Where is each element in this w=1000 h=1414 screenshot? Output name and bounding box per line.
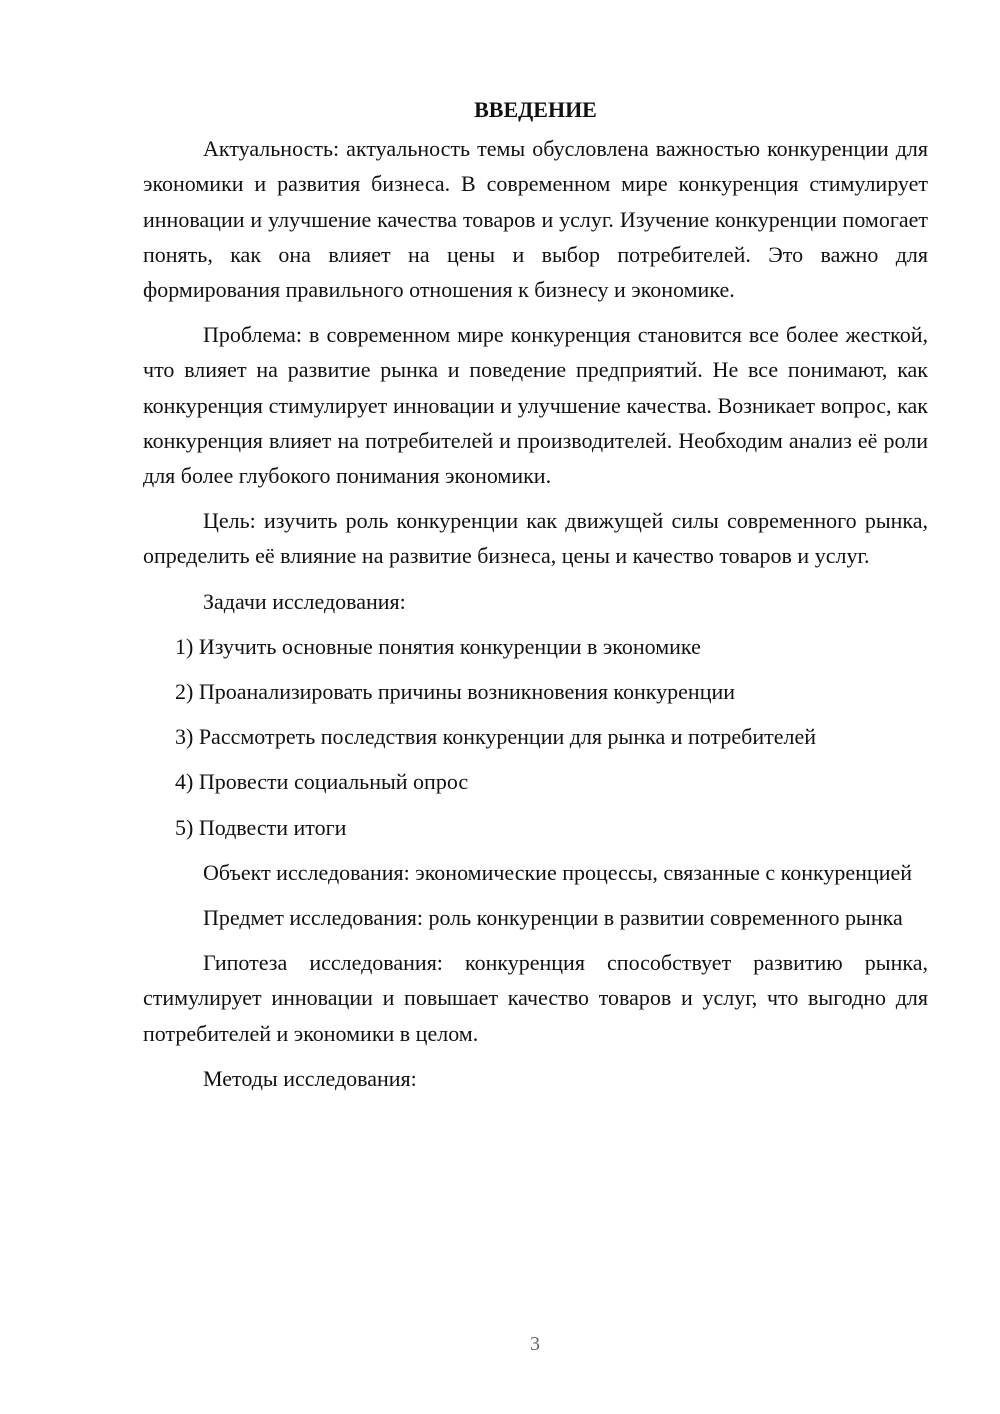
list-item: 5) Подвести итоги <box>175 814 347 840</box>
page-content <box>143 92 928 1106</box>
section-title: ВВЕДЕНИЕ <box>474 97 597 122</box>
list-item: 1) Изучить основные понятия конкуренции в экономике <box>175 633 701 659</box>
list-item: 2) Проанализировать причины возникновения конкуренции <box>175 679 736 705</box>
paragraph-subject: Предмет исследования: роль конкуренции в развитии современного рынка <box>203 905 903 931</box>
paragraph-problem: Проблема: в современном мире конкуренция становится все более жесткой, что влияет на развитие рынка и поведение предприятий. Не все понимают, как конкуренция стимулирует инновации и улучшение качества. Возникает вопрос, как конкуренция влияет на потребителей и производителей. Необходим анализ её роли для более глубокого понимания экономики. <box>143 322 928 489</box>
list-item: 4) Провести социальный опрос <box>175 769 469 795</box>
page-number: 3 <box>530 1333 540 1355</box>
tasks-list <box>143 629 928 845</box>
list-item: 3) Рассмотреть последствия конкуренции для рынка и потребителей <box>175 724 816 750</box>
paragraph-goal: Цель: изучить роль конкуренции как движущей силы современного рынка, определить её влияние на развитие бизнеса, цены и качество товаров и услуг. <box>143 508 928 569</box>
paragraph-hypothesis: Гипотеза исследования: конкуренция способствует развитию рынка, стимулирует инновации и повышает качество товаров и услуг, что выгодно для потребителей и экономики в целом. <box>143 950 928 1046</box>
paragraph-methods: Методы исследования: <box>203 1065 417 1091</box>
paragraph-tasks-heading: Задачи исследования: <box>203 588 406 614</box>
paragraph-relevance: Актуальность: актуальность темы обусловлена важностью конкуренции для экономики и развития бизнеса. В современном мире конкуренция стимулирует инновации и улучшение качества товаров и услуг. Изучение конкуренции помогает понять, как она влияет на цены и выбор потребителей. Это важно для формирования правильного отношения к бизнесу и экономике. <box>143 136 928 303</box>
paragraph-object: Объект исследования: экономические процессы, связанные с конкуренцией <box>203 859 913 885</box>
